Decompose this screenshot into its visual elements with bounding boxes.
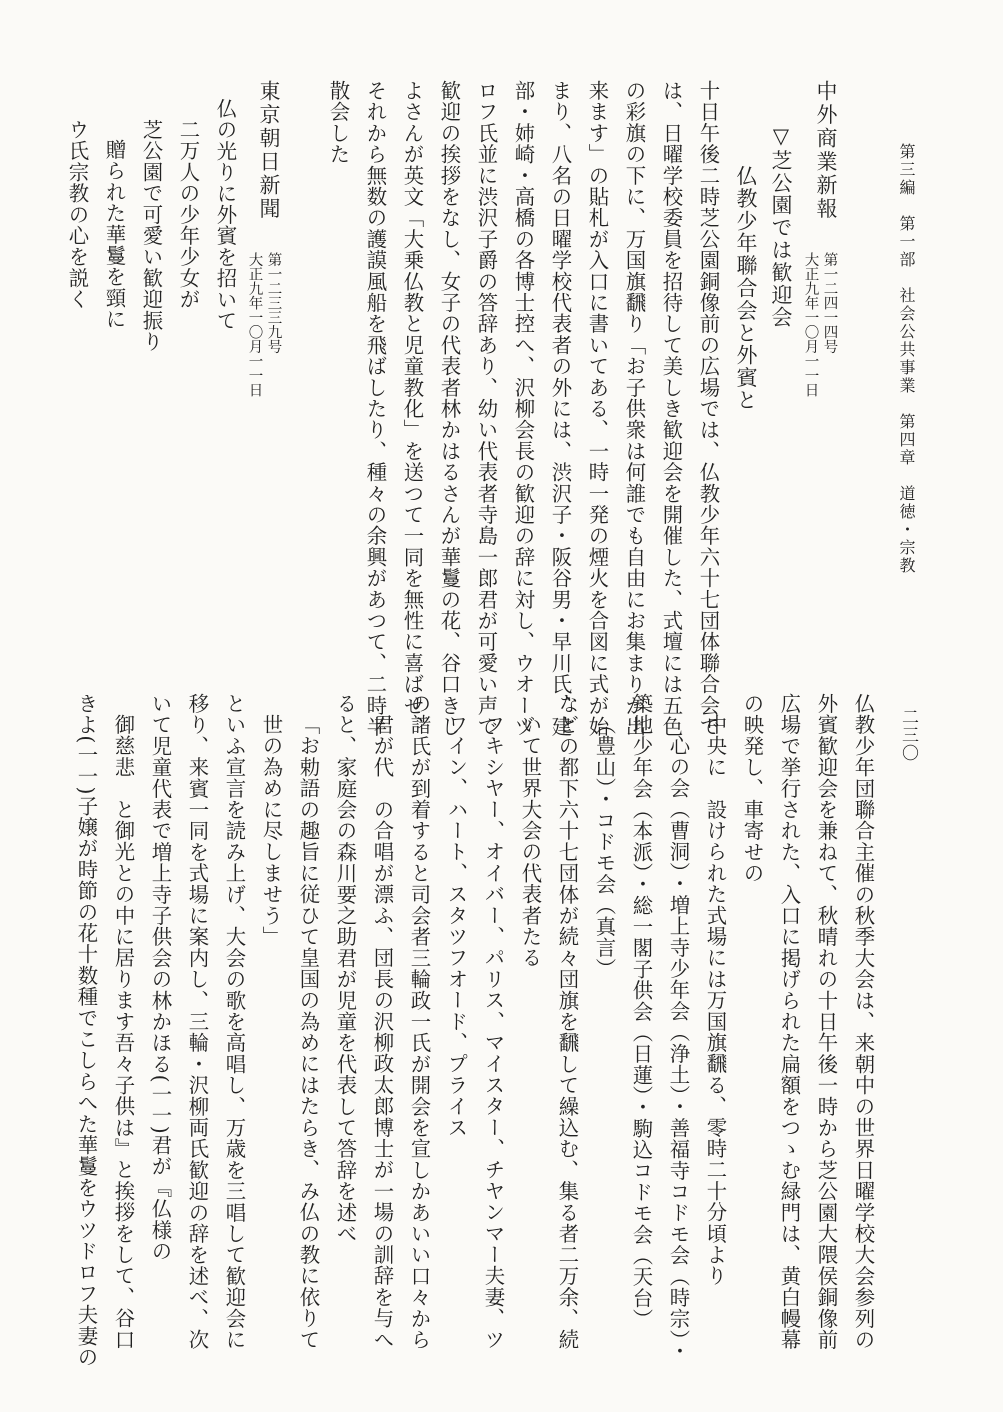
body-line: 中央に 設けられた式場には万国旗飜る、零時二十分頃より <box>703 714 728 1287</box>
page-number: 二三〇 <box>898 708 918 762</box>
body-line: などの都下六十七団体が続々団旗を飜して繰込む、集る者二万余、続 <box>555 693 580 1351</box>
body-line: 君が代 の合唱が漂ふ、団長の沢柳政太郎博士が一場の訓辞を与へ <box>370 714 395 1350</box>
body-line: は、日曜学校委員を招待して美しき歓迎会を開催した、式壇には五色 <box>659 80 684 738</box>
body-line: ロフ氏並に渋沢子爵の答辞あり、幼い代表者寺島一郎君が可愛い声で <box>474 80 499 738</box>
body-line: まり、八名の日曜学校代表者の外には、渋沢子・阪谷男・早川氏、建 <box>548 80 573 738</box>
body-line: 部・姉崎・高橋の各博士控へ、沢柳会長の歓迎の辞に対し、ウオーヅ <box>511 80 536 738</box>
body-line: 外賓歓迎会を兼ねて、秋晴れの十日午後一時から芝公園大隈侯銅像前 <box>814 693 839 1351</box>
headline-line: ウ氏宗教の心を説く <box>65 119 90 310</box>
body-line: フキシヤー、オイバー、パリス、マイスター、チヤンマー夫妻、ツ <box>481 714 506 1350</box>
body-line: 築地少年会（本派）・総一閣子供会（日蓮）・駒込コドモ会（天台） <box>629 693 654 1330</box>
body-line: 広場で挙行された、入口に掲げられた扁額をつゝむ緑門は、黄白幔幕 <box>777 693 802 1351</box>
body-line: 十日午後二時芝公園銅像前の広場では、仏教少年六十七団体聯合会で <box>696 80 721 738</box>
body-line: といふ宣言を読み上げ、大会の歌を高唱し、万歳を三唱して歓迎会に <box>222 693 247 1351</box>
body-line: 移り、来賓一同を式場に案内し、三輪・沢柳両氏歓迎の辞を述べ、次 <box>185 693 210 1351</box>
headline-line: 芝公園で可愛い歓迎振り <box>139 119 164 353</box>
issue-number-chugai: 第一二四一四号 <box>821 252 838 354</box>
body-line: 世の為めに尽しませう」 <box>259 714 284 948</box>
issue-date-chugai: 大正九年一〇月一一日 <box>802 252 819 397</box>
body-line: の彩旗の下に、万国旗飜り「お子供衆は何誰でも自由にお集まりが出 <box>622 80 647 738</box>
body-line: 散会した <box>326 80 351 165</box>
body-line: 歓迎の挨拶をなし、女子の代表者林かはるさんが華鬘の花、谷口きし <box>437 80 462 738</box>
headline-shiba-park: ▽芝公園では歓迎会 <box>769 124 793 329</box>
body-line: 御慈悲 と御光との中に居ります吾々子供は』と挨拶をして、谷口 <box>111 714 136 1350</box>
issue-date-asahi: 大正九年一〇月一一日 <box>246 252 263 397</box>
newspaper-name-chugai: 中外商業新報 <box>814 80 838 221</box>
headline-line: 贈られた華鬘を頸に <box>102 139 127 330</box>
body-line: の映発し、車寄せの <box>740 693 765 884</box>
issue-number-asahi: 第一二三三九号 <box>265 252 282 354</box>
headline-line: 仏の光りに外賓を招いて <box>213 98 238 332</box>
body-line: きよ(一一)子嬢が時節の花十数種でこしらへた華鬘をウツドロフ夫妻の <box>74 693 99 1368</box>
body-line: ワイン、ハート、スタツフオード、プライス <box>444 714 469 1138</box>
body-line: よさんが英文「大乗仏教と児童教化」を送つて一同を無性に喜ばせ、 <box>400 80 425 738</box>
body-line: の諸氏が到着すると司会者三輪政一氏が開会を宣しかあいい口々から <box>407 693 432 1351</box>
body-line: 来ます」の貼札が入口に書いてある、一時一発の煙火を合図に式が始 <box>585 80 610 738</box>
body-line: いて世界大会の代表者たる <box>518 714 543 969</box>
headline-buddhist-youth: 仏教少年聯合会と外賓と <box>734 165 758 412</box>
headline-line: 二万人の少年少女が <box>176 119 201 310</box>
body-line: いて児童代表で増上寺子供会の林かほる(一一)君が『仏様の <box>148 693 173 1262</box>
newspaper-name-asahi: 東京朝日新聞 <box>257 80 281 221</box>
body-line: 「お勅語の趣旨に従ひて皇国の為めにはたらき、み仏の教に依りて <box>296 714 321 1350</box>
body-line: 心の会（曹洞）・増上寺少年会（浄土）・善福寺コドモ会（時宗）・ <box>666 735 691 1362</box>
body-line: それから無数の護謨風船を飛ばしたり、種々の余興があつて、二時半 <box>363 80 388 738</box>
body-line: 仏教少年団聯合主催の秋季大会は、来朝中の世界日曜学校大会参列の <box>851 693 876 1351</box>
body-line: ると、家庭会の森川要之助君が児童を代表して答辞を述べ <box>333 693 358 1245</box>
running-head: 第三編 第一部 社会公共事業 第四章 道徳・宗教 <box>897 143 916 575</box>
body-line: （豊山）・コドモ会（真言） <box>592 714 617 980</box>
